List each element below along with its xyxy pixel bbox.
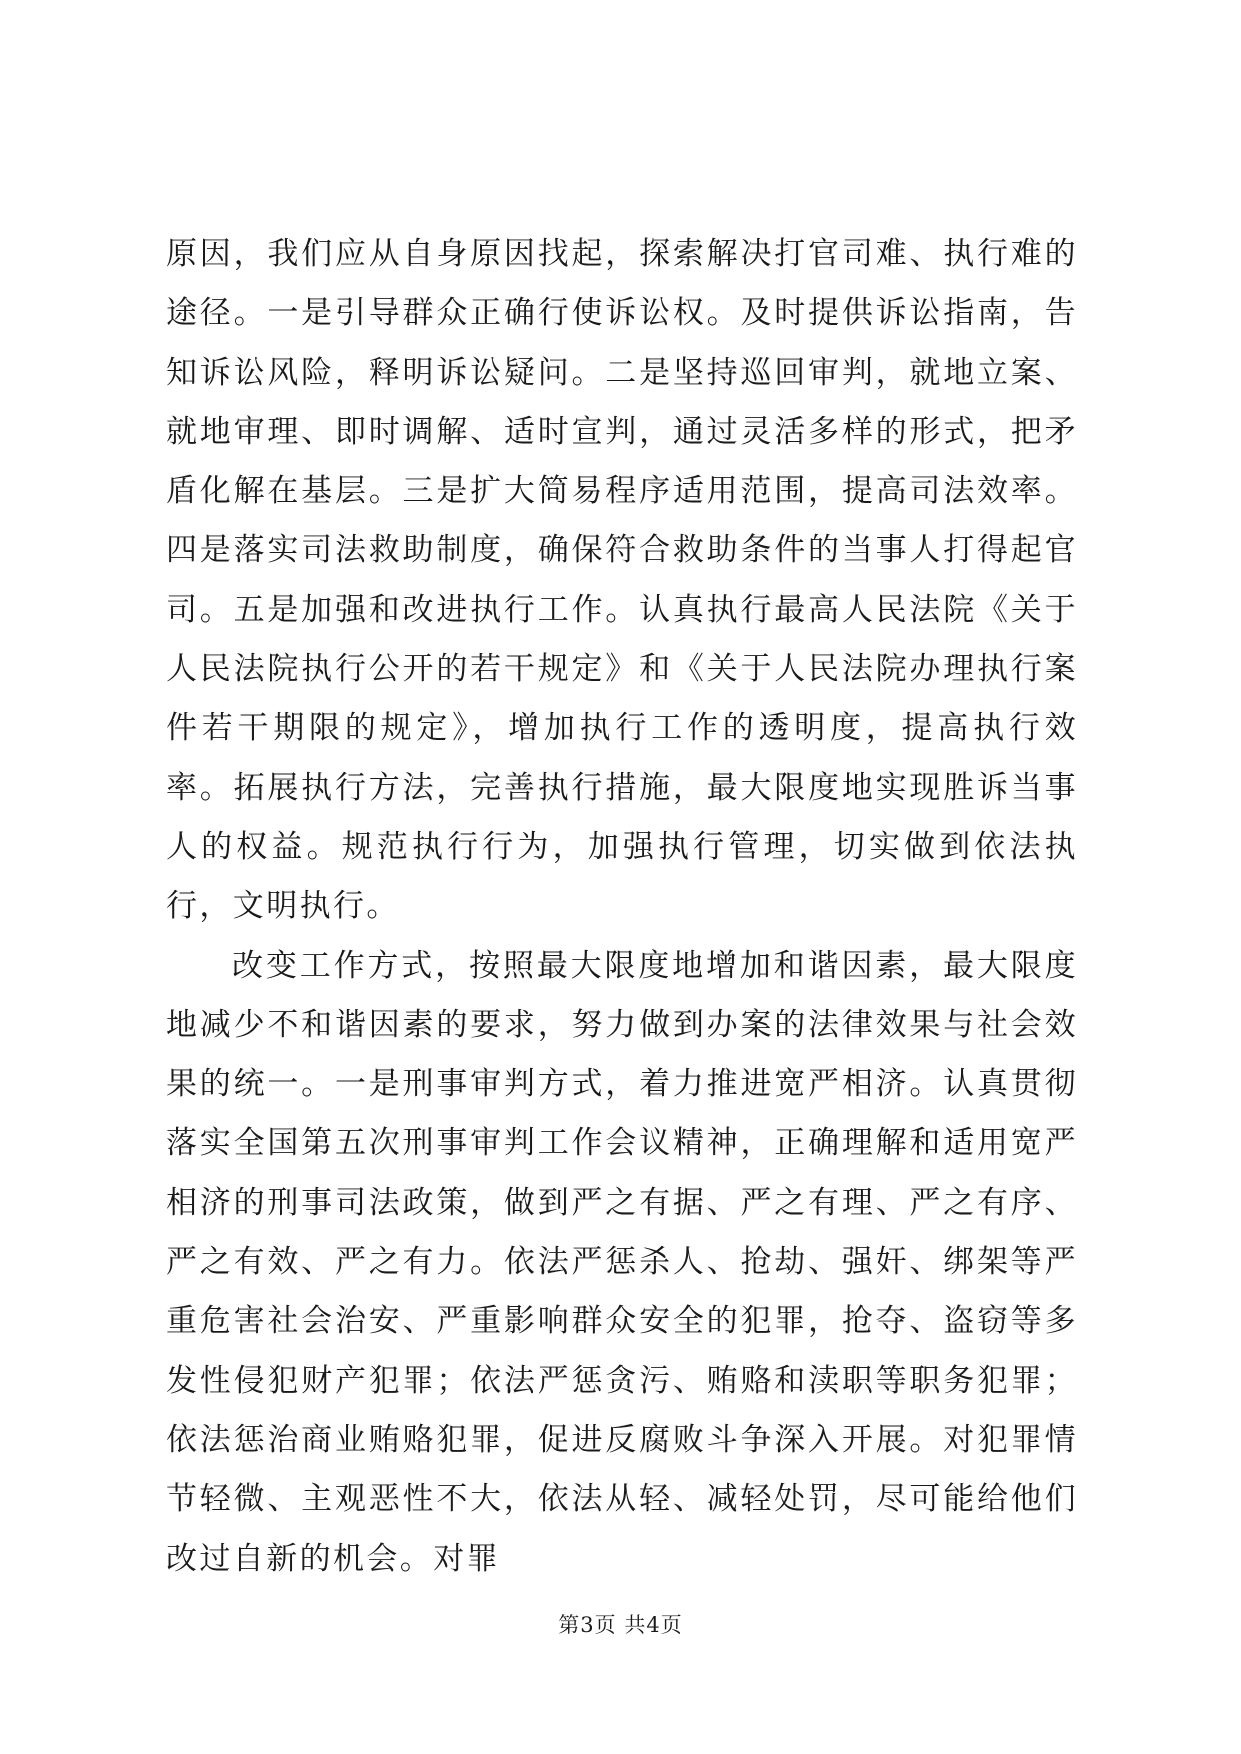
- document-body: [166, 225, 1078, 1589]
- page-footer: 第3页 共4页: [558, 1613, 683, 1637]
- paragraph-work-methods: 改变工作方式，按照最大限度地增加和谐因素，最大限度地减少不和谐因素的要求，努力做到办案的法律效果与社会效果的统一。一是刑事审判方式，着力推进宽严相济。认真贯彻落实全国第五次刑事审判工作会议精神，正确理解和适用宽严相济的刑事司法政策，做到严之有据、严之有理、严之有序、严之有效、严之有力。依法严惩杀人、抢劫、强奸、绑架等严重危害社会治安、严重影响群众安全的犯罪，抢夺、盗窃等多发性侵犯财产犯罪；依法严惩贪污、贿赂和渎职等职务犯罪；依法惩治商业贿赂犯罪，促进反腐败斗争深入开展。对犯罪情节轻微、主观恶性不大，依法从轻、减轻处罚，尽可能给他们改过自新的机会。对罪: [166, 947, 1078, 1577]
- paragraph-continued: 原因，我们应从自身原因找起，探索解决打官司难、执行难的途径。一是引导群众正确行使诉讼权。及时提供诉讼指南，告知诉讼风险，释明诉讼疑问。二是坚持巡回审判，就地立案、就地审理、即时调解、适时宣判，通过灵活多样的形式，把矛盾化解在基层。三是扩大简易程序适用范围，提高司法效率。四是落实司法救助制度，确保符合救助条件的当事人打得起官司。五是加强和改进执行工作。认真执行最高人民法院《关于人民法院执行公开的若干规定》和《关于人民法院办理执行案件若干期限的规定》，增加执行工作的透明度，提高执行效率。拓展执行方法，完善执行措施，最大限度地实现胜诉当事人的权益。规范执行行为，加强执行管理，切实做到依法执行，文明执行。: [166, 236, 1078, 925]
